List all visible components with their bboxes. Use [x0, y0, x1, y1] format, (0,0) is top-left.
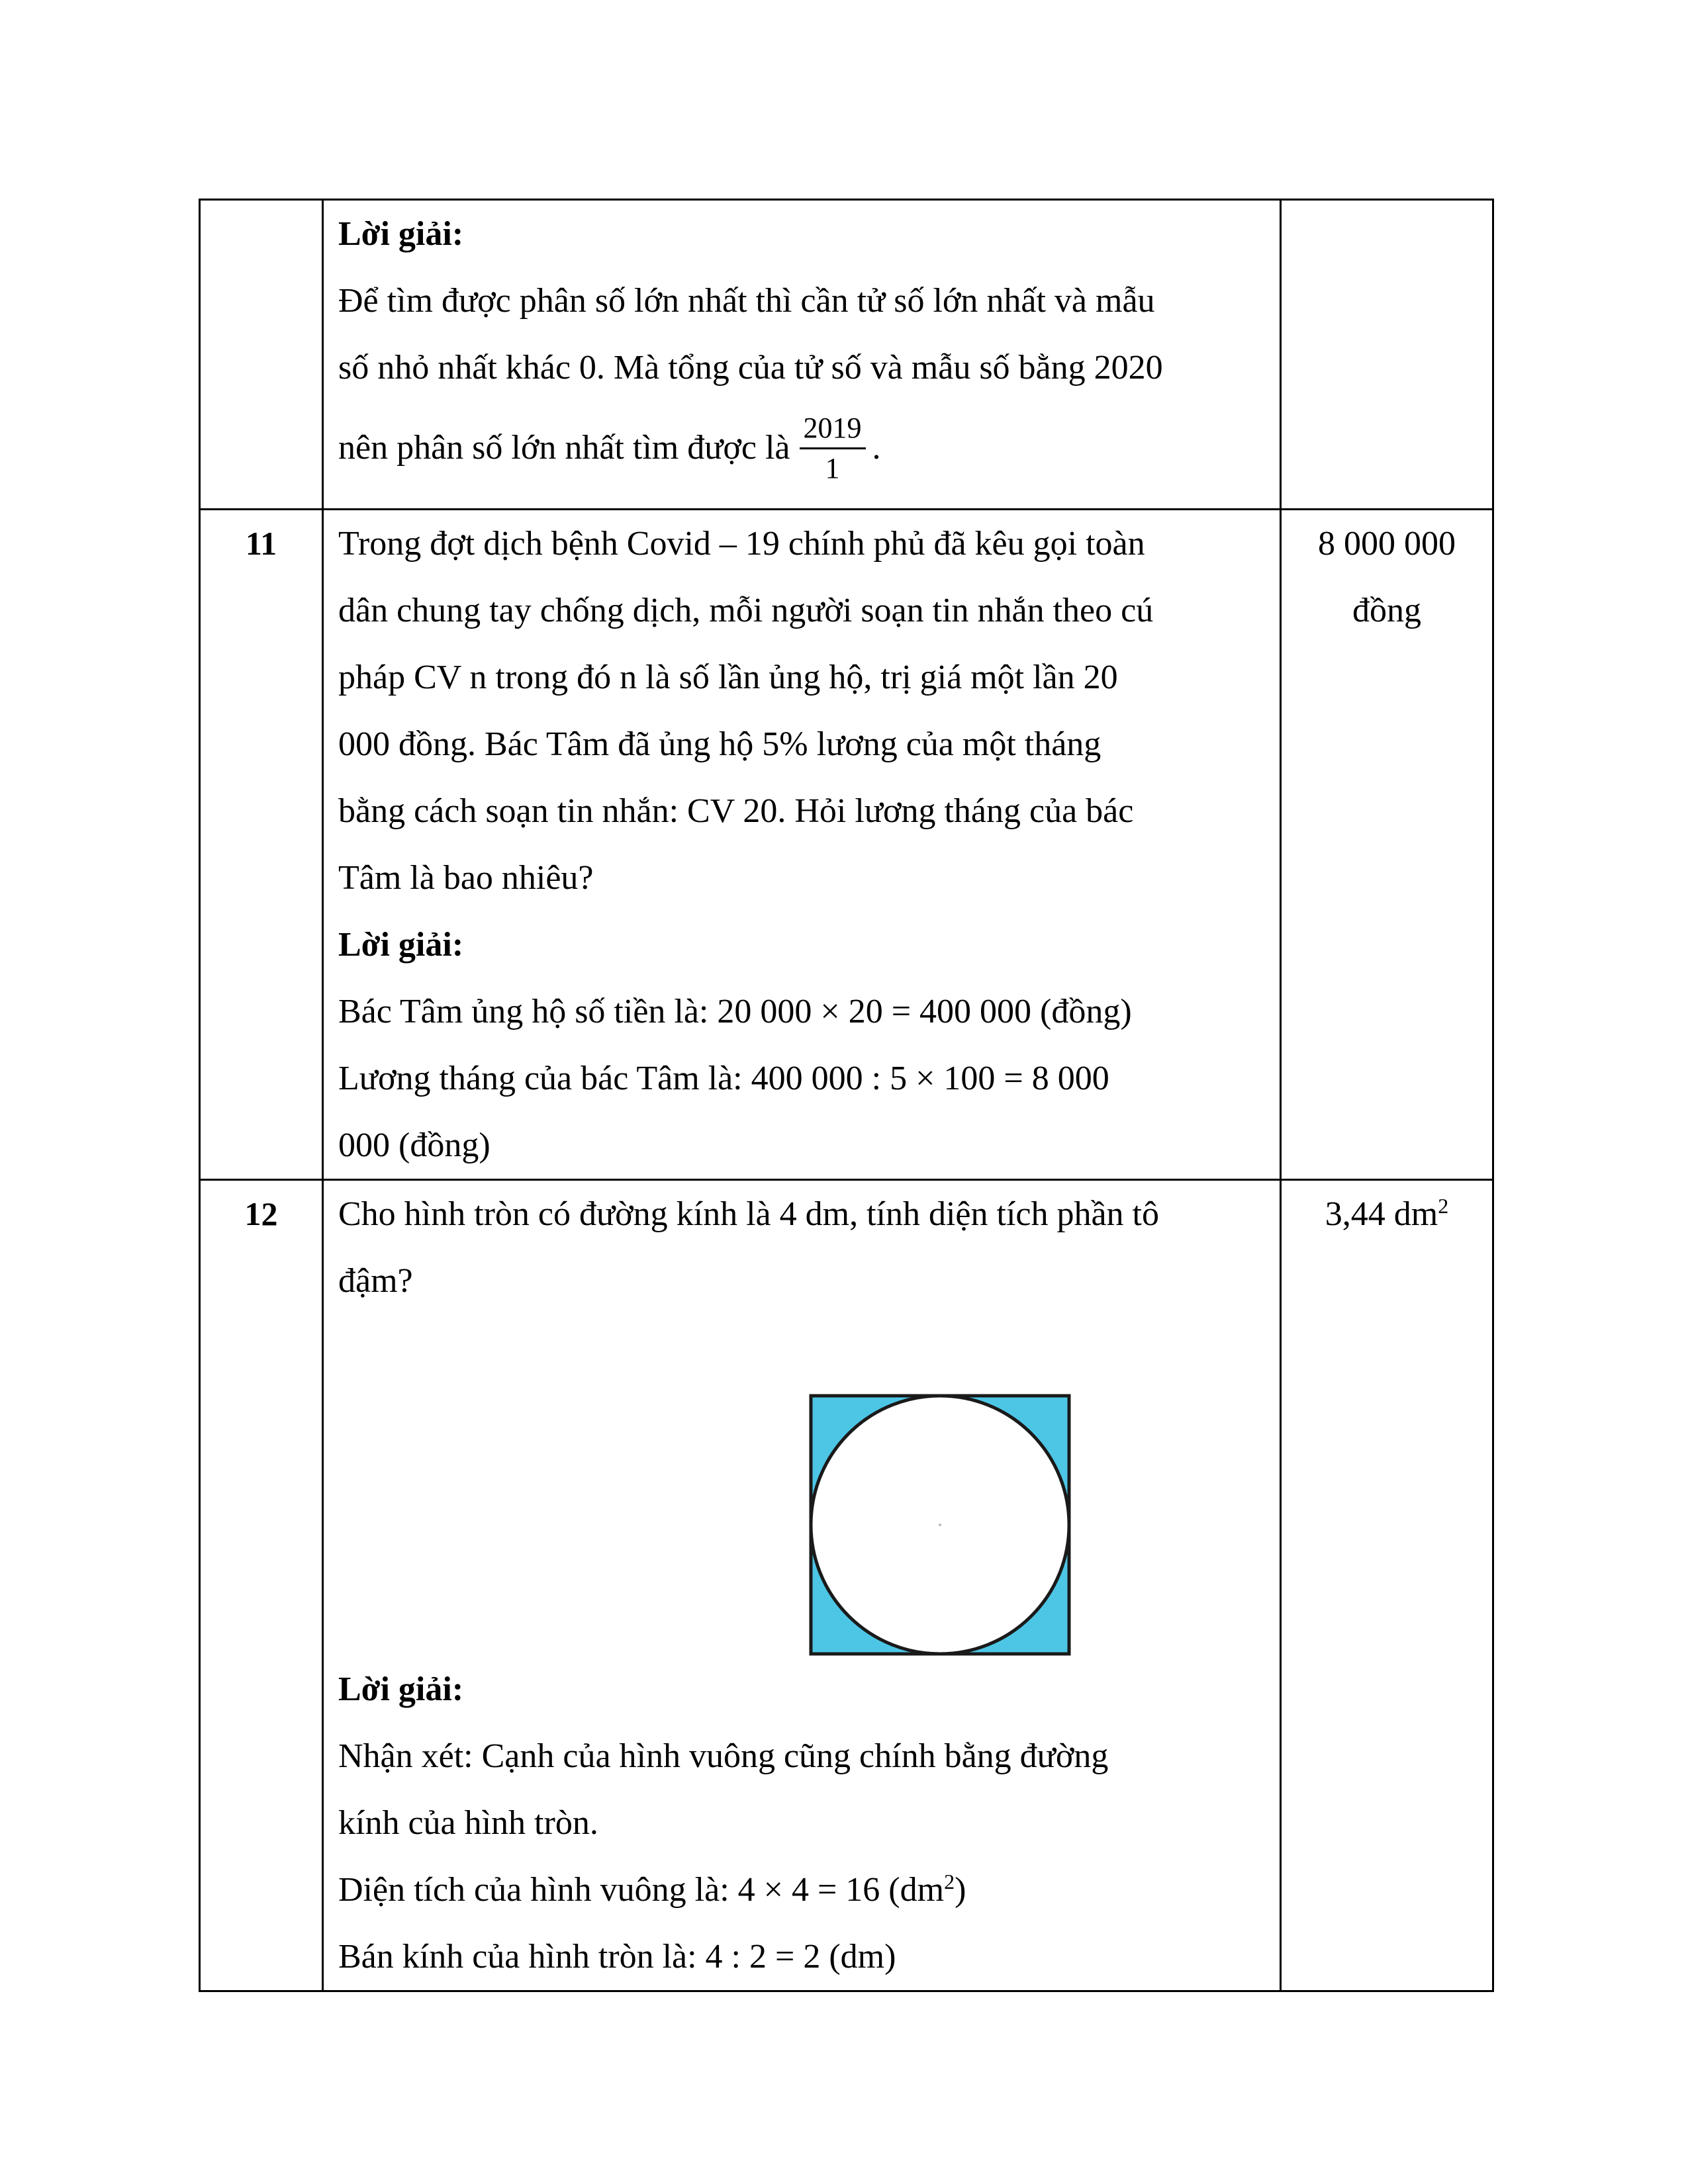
end-punctuation: .	[872, 429, 881, 467]
figure-area	[338, 1314, 1266, 1656]
area-close: )	[955, 1871, 966, 1909]
solution-line-area	[338, 1856, 1266, 1923]
row-prev-answer-cell	[1281, 200, 1493, 510]
row-prev-number-cell	[200, 200, 323, 510]
question-number-cell	[200, 1180, 323, 1991]
solution-line: kính của hình tròn.	[338, 1804, 598, 1842]
solution-line: Lương tháng của bác Tâm là: 400 000 : 5 × 100 = 8 000	[338, 1060, 1109, 1097]
answer-text: 3,44 dm	[1325, 1195, 1438, 1233]
question-line: Tâm là bao nhiêu?	[338, 859, 594, 897]
solution-line-with-fraction	[338, 401, 1266, 508]
solution-text: nên phân số lớn nhất tìm được là	[338, 429, 790, 467]
question-line: 000 đồng. Bác Tâm đã ủng hộ 5% lương của một tháng	[338, 725, 1102, 763]
answer-line	[1282, 1181, 1492, 1248]
table-row-12	[200, 1180, 1493, 1991]
question-body-cell	[323, 1180, 1281, 1991]
question-number-cell	[200, 510, 323, 1180]
solution-line: Nhận xét: Cạnh của hình vuông cũng chính bằng đường	[338, 1737, 1109, 1775]
circle-center-dot	[939, 1524, 941, 1526]
answer-table	[199, 199, 1494, 1992]
question-line: Cho hình tròn có đường kính là 4 dm, tính diện tích phần tô	[338, 1195, 1160, 1233]
solution-line: Để tìm được phân số lớn nhất thì cần tử số lớn nhất và mẫu	[338, 282, 1155, 320]
answer-cell	[1281, 510, 1493, 1180]
answer-unit-exponent: 2	[1438, 1194, 1449, 1218]
question-number: 12	[244, 1195, 278, 1232]
fraction-numerator: 2019	[800, 409, 866, 449]
solution-line: số nhỏ nhất khác 0. Mà tổng của tử số và mẫu số bằng 2020	[338, 349, 1163, 387]
question-body-cell	[323, 510, 1281, 1180]
fraction	[800, 409, 866, 488]
question-line: pháp CV n trong đó n là số lần ủng hộ, trị giá một lần 20	[338, 659, 1118, 696]
question-line: đậm?	[338, 1262, 413, 1300]
solution-label: Lời giải:	[338, 215, 464, 253]
solution-line: 000 (đồng)	[338, 1126, 491, 1164]
question-line: Trong đợt dịch bệnh Covid – 19 chính phủ đã kêu gọi toàn	[338, 525, 1145, 563]
area-text: Diện tích của hình vuông là: 4 × 4 = 16 (dm	[338, 1871, 945, 1909]
row-prev-body-cell	[323, 200, 1281, 510]
solution-line-radius: Bán kính của hình tròn là: 4 : 2 = 2 (dm)	[338, 1938, 896, 1976]
area-unit-exponent: 2	[944, 1870, 955, 1893]
question-line: bằng cách soạn tin nhắn: CV 20. Hỏi lương tháng của bác	[338, 792, 1134, 830]
solution-label: Lời giải:	[338, 1670, 464, 1708]
solution-label: Lời giải:	[338, 926, 464, 964]
answer-cell	[1281, 1180, 1493, 1991]
question-number: 11	[245, 525, 277, 562]
answer-line: đồng	[1352, 592, 1421, 629]
fraction-denominator: 1	[825, 451, 840, 484]
question-line: dân chung tay chống dịch, mỗi người soạn tin nhắn theo cú	[338, 592, 1154, 629]
table-row-11	[200, 510, 1493, 1180]
answer-line: 8 000 000	[1318, 525, 1456, 563]
square-circle-figure	[809, 1394, 1071, 1656]
table-row-prev	[200, 200, 1493, 510]
solution-line: Bác Tâm ủng hộ số tiền là: 20 000 × 20 = 400 000 (đồng)	[338, 993, 1132, 1030]
